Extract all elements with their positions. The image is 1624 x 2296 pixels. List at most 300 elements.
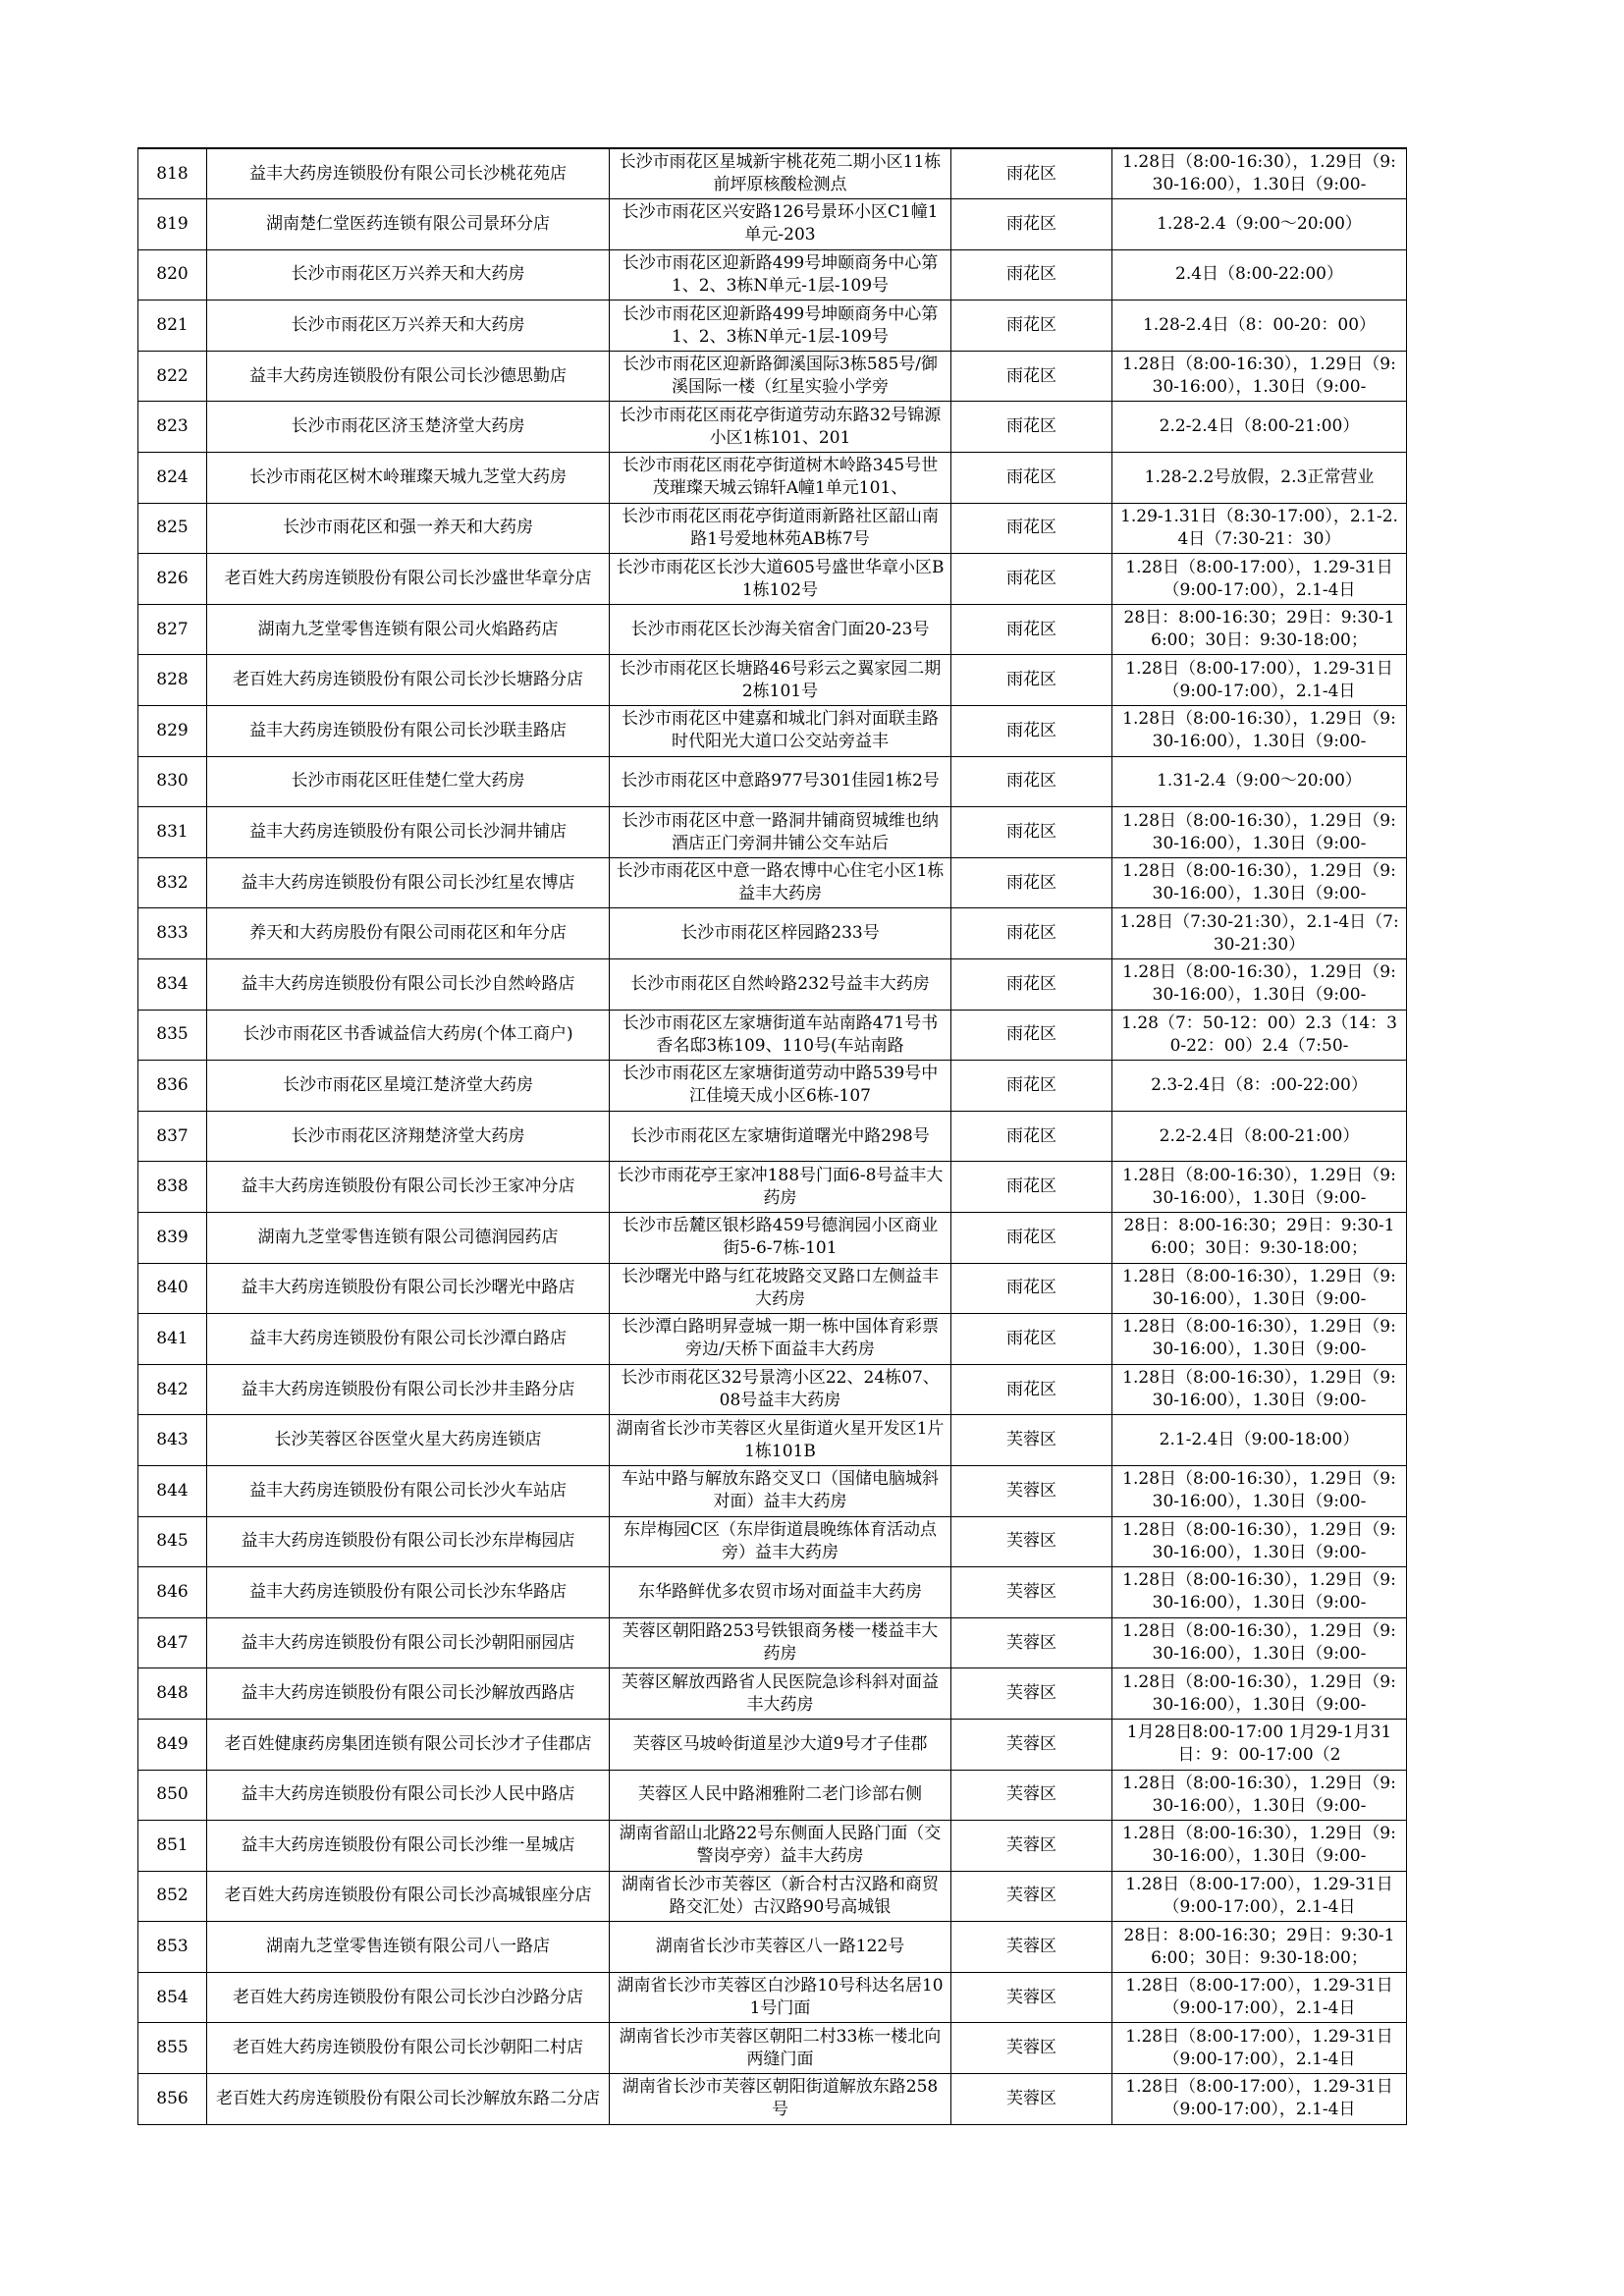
- pharmacy-address: 长沙市雨花区左家塘街道曙光中路298号: [630, 1125, 930, 1146]
- pharmacy-address-cell: [610, 1465, 951, 1516]
- pharmacy-name: 益丰大药房连锁股份有限公司长沙维一星城店: [241, 1834, 575, 1855]
- pharmacy-name: 益丰大药房连锁股份有限公司长沙潭白路店: [249, 1328, 567, 1348]
- row-number: 846: [156, 1581, 189, 1602]
- opening-hours: 1.28日（8:00-16:30），1.29日（9:30-16:00），1.30日（9:00-: [1122, 152, 1396, 195]
- table-row: [138, 908, 1407, 959]
- table-row: [138, 706, 1407, 757]
- district-cell: [951, 959, 1112, 1011]
- pharmacy-address: 芙蓉区人民中路湘雅附二老门诊部右侧: [638, 1784, 922, 1805]
- row-number-cell: [138, 1364, 207, 1415]
- opening-hours-cell: [1112, 402, 1407, 453]
- pharmacy-name-cell: [207, 1972, 610, 2023]
- district-cell: [951, 2023, 1112, 2074]
- row-number: 825: [156, 518, 189, 538]
- pharmacy-name: 益丰大药房连锁股份有限公司长沙井圭路分店: [241, 1379, 575, 1399]
- row-number: 838: [156, 1176, 189, 1197]
- opening-hours: 1.28日（8:00-16:30），1.29日（9:30-16:00），1.30日（9:00-: [1122, 709, 1396, 752]
- district: 雨花区: [1006, 1024, 1056, 1045]
- district-cell: [951, 1821, 1112, 1872]
- district-cell: [951, 1212, 1112, 1263]
- district-cell: [951, 1668, 1112, 1720]
- row-number-cell: [138, 1922, 207, 1973]
- district-cell: [951, 351, 1112, 402]
- pharmacy-name: 老百姓大药房连锁股份有限公司长沙高城银座分店: [224, 1886, 592, 1906]
- pharmacy-name-cell: [207, 503, 610, 554]
- pharmacy-address-cell: [610, 301, 951, 352]
- pharmacy-address: 芙蓉区马坡岭街道星沙大道9号才子佳郡: [632, 1733, 928, 1754]
- district-cell: [951, 1617, 1112, 1668]
- district: 雨花区: [1006, 720, 1056, 740]
- pharmacy-name-cell: [207, 1010, 610, 1061]
- pharmacy-name-cell: [207, 959, 610, 1011]
- row-number: 852: [156, 1886, 189, 1906]
- opening-hours: 1.28日（8:00-17:00），1.29-31日（9:00-17:00），2.1-4日: [1125, 1976, 1393, 2019]
- opening-hours: 28日：8:00-16:30；29日：9:30-16:00；30日：9:30-18:00；: [1123, 608, 1395, 651]
- pharmacy-name: 老百姓大药房连锁股份有限公司长沙盛世华章分店: [224, 569, 592, 589]
- row-number: 840: [156, 1278, 189, 1298]
- pharmacy-name: 长沙市雨花区万兴养天和大药房: [291, 315, 525, 336]
- pharmacy-name: 长沙芙蓉区谷医堂火星大药房连锁店: [274, 1430, 542, 1450]
- pharmacy-name: 益丰大药房连锁股份有限公司长沙东岸梅园店: [241, 1531, 575, 1552]
- table-row: [138, 2023, 1407, 2074]
- row-number-cell: [138, 199, 207, 250]
- district-cell: [951, 655, 1112, 706]
- pharmacy-name-cell: [207, 2074, 610, 2125]
- pharmacy-name-cell: [207, 1516, 610, 1567]
- district-cell: [951, 1263, 1112, 1314]
- pharmacy-address: 长沙市雨花区长沙海关宿舍门面20-23号: [630, 619, 930, 639]
- row-number-cell: [138, 1617, 207, 1668]
- opening-hours-cell: [1112, 1617, 1407, 1668]
- opening-hours: 2.2-2.4日（8:00-21:00）: [1159, 1125, 1360, 1146]
- pharmacy-address-cell: [610, 1719, 951, 1770]
- pharmacy-address-cell: [610, 503, 951, 554]
- pharmacy-name-cell: [207, 453, 610, 504]
- row-number: 828: [156, 670, 189, 690]
- pharmacy-name: 长沙市雨花区万兴养天和大药房: [291, 264, 525, 285]
- row-number-cell: [138, 1314, 207, 1365]
- pharmacy-name-cell: [207, 756, 610, 807]
- row-number: 819: [156, 213, 189, 234]
- table-row: [138, 1871, 1407, 1922]
- pharmacy-address: 长沙市雨花区中建嘉和城北门斜对面联圭路时代阳光大道口公交站旁益丰: [622, 709, 939, 752]
- table-row: [138, 554, 1407, 605]
- pharmacy-name: 益丰大药房连锁股份有限公司长沙德思勤店: [249, 365, 567, 386]
- district-cell: [951, 1516, 1112, 1567]
- pharmacy-address-cell: [610, 655, 951, 706]
- pharmacy-address: 湖南省长沙市芙蓉区（新合村古汉路和商贸路交汇处）古汉路90号高城银: [622, 1874, 939, 1917]
- pharmacy-address-cell: [610, 2023, 951, 2074]
- table-row: [138, 807, 1407, 858]
- pharmacy-name-cell: [207, 1668, 610, 1720]
- opening-hours-cell: [1112, 604, 1407, 655]
- opening-hours: 1.28日（8:00-16:30），1.29日（9:30-16:00），1.30日（9:00-: [1122, 1317, 1396, 1360]
- row-number: 849: [156, 1733, 189, 1754]
- opening-hours-cell: [1112, 908, 1407, 959]
- district-cell: [951, 1719, 1112, 1770]
- opening-hours: 1.28日（8:00-16:30），1.29日（9:30-16:00），1.30日（9:00-: [1122, 1266, 1396, 1309]
- row-number-cell: [138, 908, 207, 959]
- opening-hours: 1.28日（8:00-16:30），1.29日（9:30-16:00），1.30日（9:00-: [1122, 1671, 1396, 1715]
- pharmacy-address-cell: [610, 1212, 951, 1263]
- table-row: [138, 1770, 1407, 1821]
- pharmacy-address-cell: [610, 199, 951, 250]
- district-cell: [951, 554, 1112, 605]
- table-row: [138, 756, 1407, 807]
- opening-hours-cell: [1112, 1314, 1407, 1365]
- pharmacy-address: 长沙市雨花区左家塘街道车站南路471号书香名邸3栋109、110号(车站南路: [622, 1012, 939, 1056]
- pharmacy-name: 益丰大药房连锁股份有限公司长沙联圭路店: [249, 720, 567, 740]
- opening-hours-cell: [1112, 453, 1407, 504]
- row-number: 823: [156, 416, 189, 437]
- district-cell: [951, 1770, 1112, 1821]
- pharmacy-address-cell: [610, 1314, 951, 1365]
- opening-hours: 28日：8:00-16:30；29日：9:30-16:00；30日：9:30-18:00；: [1123, 1216, 1395, 1259]
- table-row: [138, 249, 1407, 301]
- pharmacy-address: 湖南省长沙市芙蓉区白沙路10号科达名居101号门面: [617, 1976, 944, 2019]
- pharmacy-name-cell: [207, 706, 610, 757]
- pharmacy-name-cell: [207, 1821, 610, 1872]
- table-row: [138, 1516, 1407, 1567]
- opening-hours-cell: [1112, 301, 1407, 352]
- district-cell: [951, 402, 1112, 453]
- row-number-cell: [138, 249, 207, 301]
- table-row: [138, 959, 1407, 1011]
- table-row: [138, 1617, 1407, 1668]
- district-cell: [951, 453, 1112, 504]
- opening-hours: 1.28日（8:00-16:30），1.29日（9:30-16:00），1.30日（9:00-: [1122, 962, 1396, 1006]
- pharmacy-address-cell: [610, 148, 951, 199]
- row-number-cell: [138, 402, 207, 453]
- opening-hours: 1.28日（8:00-16:30），1.29日（9:30-16:00），1.30日（9:00-: [1122, 810, 1396, 853]
- pharmacy-address: 湖南省长沙市芙蓉区朝阳街道解放东路258号: [622, 2077, 939, 2120]
- table-row: [138, 453, 1407, 504]
- pharmacy-name-cell: [207, 807, 610, 858]
- row-number-cell: [138, 503, 207, 554]
- pharmacy-address-cell: [610, 1617, 951, 1668]
- table-row: [138, 503, 1407, 554]
- pharmacy-address-cell: [610, 1364, 951, 1415]
- pharmacy-name-cell: [207, 1061, 610, 1112]
- district-cell: [951, 249, 1112, 301]
- pharmacy-name: 长沙市雨花区星境江楚济堂大药房: [283, 1074, 533, 1095]
- pharmacy-address: 东岸梅园C区（东岸街道晨晚练体育活动点旁）益丰大药房: [623, 1519, 937, 1562]
- table-row: [138, 1719, 1407, 1770]
- district-cell: [951, 604, 1112, 655]
- row-number: 836: [156, 1074, 189, 1095]
- table-body: [138, 148, 1407, 2124]
- district: 雨花区: [1006, 670, 1056, 690]
- opening-hours: 1.28日（8:00-16:30），1.29日（9:30-16:00），1.30日（9:00-: [1122, 1519, 1396, 1562]
- pharmacy-name: 益丰大药房连锁股份有限公司长沙人民中路店: [241, 1784, 575, 1805]
- district: 雨花区: [1006, 264, 1056, 285]
- pharmacy-name: 长沙市雨花区旺佳楚仁堂大药房: [291, 771, 525, 792]
- pharmacy-address: 长沙市雨花区自然岭路232号益丰大药房: [630, 973, 930, 994]
- district: 雨花区: [1006, 213, 1056, 234]
- pharmacy-name-cell: [207, 351, 610, 402]
- pharmacy-address-cell: [610, 1821, 951, 1872]
- district: 芙蓉区: [1006, 1733, 1056, 1754]
- table-row: [138, 1972, 1407, 2023]
- pharmacy-address: 长沙市雨花区中意路977号301佳园1栋2号: [621, 771, 940, 792]
- opening-hours-cell: [1112, 807, 1407, 858]
- pharmacy-address-cell: [610, 1922, 951, 1973]
- pharmacy-name: 湖南九芝堂零售连锁有限公司八一路店: [266, 1937, 550, 1957]
- pharmacy-address: 长沙市雨花区雨花亭街道树木岭路345号世茂璀璨天城云锦轩A幢1单元101、: [622, 456, 939, 499]
- row-number: 844: [156, 1480, 189, 1501]
- opening-hours-cell: [1112, 1111, 1407, 1162]
- row-number: 842: [156, 1379, 189, 1399]
- pharmacy-name: 老百姓大药房连锁股份有限公司长沙朝阳二村店: [233, 2038, 583, 2058]
- district: 芙蓉区: [1006, 2088, 1056, 2108]
- pharmacy-name: 益丰大药房连锁股份有限公司长沙王家冲分店: [241, 1176, 575, 1197]
- pharmacy-address: 芙蓉区朝阳路253号铁银商务楼一楼益丰大药房: [622, 1621, 939, 1665]
- district: 雨花区: [1006, 1176, 1056, 1197]
- pharmacy-address-cell: [610, 908, 951, 959]
- row-number: 856: [156, 2088, 189, 2108]
- pharmacy-name-cell: [207, 604, 610, 655]
- district: 芙蓉区: [1006, 1834, 1056, 1855]
- row-number-cell: [138, 1668, 207, 1720]
- table-row: [138, 1061, 1407, 1112]
- table-row: [138, 1314, 1407, 1365]
- pharmacy-address-cell: [610, 1263, 951, 1314]
- district: 雨花区: [1006, 466, 1056, 487]
- pharmacy-address: 长沙市雨花区中意一路洞井铺商贸城维也纳酒店正门旁洞井铺公交车站后: [622, 810, 939, 853]
- row-number-cell: [138, 1821, 207, 1872]
- pharmacy-name: 益丰大药房连锁股份有限公司长沙解放西路店: [241, 1683, 575, 1704]
- table-row: [138, 1821, 1407, 1872]
- opening-hours-cell: [1112, 1821, 1407, 1872]
- district-cell: [951, 2074, 1112, 2125]
- row-number-cell: [138, 1212, 207, 1263]
- pharmacy-address: 车站中路与解放东路交叉口（国储电脑城斜对面）益丰大药房: [622, 1469, 939, 1512]
- pharmacy-name-cell: [207, 1415, 610, 1466]
- district-cell: [951, 1415, 1112, 1466]
- pharmacy-address: 长沙市雨花区迎新路御溪国际3栋585号/御溪国际一楼（红星实验小学旁: [623, 355, 938, 398]
- opening-hours-cell: [1112, 503, 1407, 554]
- row-number-cell: [138, 351, 207, 402]
- pharmacy-address: 湖南省长沙市芙蓉区火星街道火星开发区1片1栋101B: [616, 1418, 945, 1461]
- district: 芙蓉区: [1006, 1683, 1056, 1704]
- district-cell: [951, 1567, 1112, 1618]
- row-number: 854: [156, 1987, 189, 2007]
- row-number: 855: [156, 2038, 189, 2058]
- table-row: [138, 1212, 1407, 1263]
- row-number-cell: [138, 1871, 207, 1922]
- pharmacy-address-cell: [610, 1010, 951, 1061]
- table-row: [138, 199, 1407, 250]
- opening-hours-cell: [1112, 706, 1407, 757]
- row-number: 837: [156, 1125, 189, 1146]
- pharmacy-address: 长沙市雨花区星城新宇桃花苑二期小区11栋前坪原核酸检测点: [619, 152, 942, 195]
- pharmacy-name: 长沙市雨花区济翔楚济堂大药房: [291, 1125, 525, 1146]
- pharmacy-name-cell: [207, 1212, 610, 1263]
- table-row: [138, 301, 1407, 352]
- pharmacy-address-cell: [610, 604, 951, 655]
- pharmacy-name-cell: [207, 1162, 610, 1213]
- row-number-cell: [138, 857, 207, 908]
- pharmacy-name: 益丰大药房连锁股份有限公司长沙火车站店: [249, 1480, 567, 1501]
- opening-hours-cell: [1112, 554, 1407, 605]
- pharmacy-address-cell: [610, 1516, 951, 1567]
- table-row: [138, 1922, 1407, 1973]
- district-cell: [951, 756, 1112, 807]
- pharmacy-address: 长沙市雨花区32号景湾小区22、24栋07、08号益丰大药房: [621, 1368, 940, 1411]
- row-number: 833: [156, 923, 189, 944]
- pharmacy-address-cell: [610, 1162, 951, 1213]
- opening-hours-cell: [1112, 1010, 1407, 1061]
- row-number: 831: [156, 822, 189, 843]
- pharmacy-name-cell: [207, 655, 610, 706]
- district-cell: [951, 908, 1112, 959]
- pharmacy-address-cell: [610, 402, 951, 453]
- opening-hours-cell: [1112, 1415, 1407, 1466]
- opening-hours-cell: [1112, 1465, 1407, 1516]
- pharmacy-address: 湖南省长沙市芙蓉区朝阳二村33栋一楼北向两缝门面: [619, 2026, 942, 2069]
- row-number: 853: [156, 1937, 189, 1957]
- opening-hours-cell: [1112, 959, 1407, 1011]
- opening-hours-cell: [1112, 148, 1407, 199]
- opening-hours: 1.28日（8:00-16:30），1.29日（9:30-16:00），1.30日（9:00-: [1122, 1165, 1396, 1208]
- opening-hours-cell: [1112, 1871, 1407, 1922]
- district: 芙蓉区: [1006, 1430, 1056, 1450]
- district: 雨花区: [1006, 1125, 1056, 1146]
- pharmacy-address: 长沙市雨花区长沙大道605号盛世华章小区B1栋102号: [616, 557, 945, 600]
- opening-hours: 1.28日（8:00-17:00），1.29-31日（9:00-17:00），2.1-4日: [1125, 1874, 1393, 1917]
- row-number: 822: [156, 365, 189, 386]
- pharmacy-name-cell: [207, 2023, 610, 2074]
- row-number: 826: [156, 569, 189, 589]
- opening-hours: 2.1-2.4日（9:00-18:00）: [1159, 1430, 1360, 1450]
- pharmacy-name: 益丰大药房连锁股份有限公司长沙东华路店: [249, 1581, 567, 1602]
- district: 雨花区: [1006, 1278, 1056, 1298]
- pharmacy-name: 益丰大药房连锁股份有限公司长沙自然岭路店: [241, 973, 575, 994]
- row-number-cell: [138, 807, 207, 858]
- row-number: 845: [156, 1531, 189, 1552]
- pharmacy-address-cell: [610, 959, 951, 1011]
- district: 雨花区: [1006, 1328, 1056, 1348]
- opening-hours-cell: [1112, 1972, 1407, 2023]
- district: 芙蓉区: [1006, 1784, 1056, 1805]
- row-number-cell: [138, 1010, 207, 1061]
- pharmacy-address-cell: [610, 1871, 951, 1922]
- district: 芙蓉区: [1006, 1987, 1056, 2007]
- row-number-cell: [138, 554, 207, 605]
- pharmacy-address: 长沙市雨花区迎新路499号坤颐商务中心第1、2、3栋N单元-1层-109号: [622, 252, 939, 296]
- opening-hours-cell: [1112, 1922, 1407, 1973]
- row-number: 820: [156, 264, 189, 285]
- district-cell: [951, 706, 1112, 757]
- row-number-cell: [138, 148, 207, 199]
- district: 雨花区: [1006, 416, 1056, 437]
- pharmacy-address: 长沙市雨花区长塘路46号彩云之翼家园二期2栋101号: [619, 658, 942, 701]
- pharmacy-name: 益丰大药房连锁股份有限公司长沙曙光中路店: [241, 1278, 575, 1298]
- pharmacy-name-cell: [207, 908, 610, 959]
- table-row: [138, 1668, 1407, 1720]
- pharmacy-name: 老百姓大药房连锁股份有限公司长沙解放东路二分店: [216, 2088, 600, 2108]
- pharmacy-address: 长沙曙光中路与红花坡路交叉路口左侧益丰大药房: [622, 1266, 939, 1309]
- row-number-cell: [138, 1516, 207, 1567]
- row-number: 841: [156, 1328, 189, 1348]
- opening-hours-cell: [1112, 1567, 1407, 1618]
- row-number: 847: [156, 1632, 189, 1653]
- district: 雨花区: [1006, 518, 1056, 538]
- pharmacy-address: 长沙市雨花区雨花亭街道雨新路社区韶山南路1号爱地林苑AB栋7号: [622, 506, 939, 549]
- opening-hours-cell: [1112, 1770, 1407, 1821]
- row-number-cell: [138, 756, 207, 807]
- row-number: 848: [156, 1683, 189, 1704]
- pharmacy-address-cell: [610, 857, 951, 908]
- pharmacy-name-cell: [207, 554, 610, 605]
- row-number-cell: [138, 301, 207, 352]
- row-number-cell: [138, 959, 207, 1011]
- table-row: [138, 1465, 1407, 1516]
- table-row: [138, 402, 1407, 453]
- pharmacy-address-cell: [610, 351, 951, 402]
- row-number-cell: [138, 453, 207, 504]
- pharmacy-name-cell: [207, 199, 610, 250]
- pharmacy-name-cell: [207, 1617, 610, 1668]
- district: 雨花区: [1006, 315, 1056, 336]
- pharmacy-address-cell: [610, 706, 951, 757]
- pharmacy-address: 湖南省韶山北路22号东侧面人民路门面（交警岗亭旁）益丰大药房: [619, 1824, 942, 1867]
- district: 雨花区: [1006, 1227, 1056, 1247]
- table-row: [138, 655, 1407, 706]
- pharmacy-name-cell: [207, 1364, 610, 1415]
- row-number: 827: [156, 619, 189, 639]
- row-number-cell: [138, 1972, 207, 2023]
- opening-hours: 1.28日（8:00-16:30），1.29日（9:30-16:00），1.30日（9:00-: [1122, 1621, 1396, 1665]
- district: 芙蓉区: [1006, 1531, 1056, 1552]
- opening-hours-cell: [1112, 1668, 1407, 1720]
- pharmacy-address: 长沙市雨花区迎新路499号坤颐商务中心第1、2、3栋N单元-1层-109号: [622, 303, 939, 347]
- row-number-cell: [138, 1162, 207, 1213]
- row-number: 829: [156, 720, 189, 740]
- pharmacy-address-cell: [610, 1111, 951, 1162]
- pharmacy-address: 长沙市岳麓区银杉路459号德润园小区商业街5-6-7栋-101: [622, 1216, 939, 1259]
- row-number-cell: [138, 706, 207, 757]
- district: 芙蓉区: [1006, 1480, 1056, 1501]
- opening-hours: 1.28日（8:00-16:30），1.29日（9:30-16:00），1.30日（9:00-: [1122, 355, 1396, 398]
- pharmacy-name: 老百姓大药房连锁股份有限公司长沙长塘路分店: [233, 670, 583, 690]
- pharmacy-address-cell: [610, 1668, 951, 1720]
- pharmacy-address-cell: [610, 756, 951, 807]
- row-number-cell: [138, 604, 207, 655]
- opening-hours-cell: [1112, 1516, 1407, 1567]
- district: 雨花区: [1006, 822, 1056, 843]
- opening-hours: 1.28日（7:30-21:30），2.1-4日（7:30-21:30）: [1119, 911, 1399, 955]
- pharmacy-address-cell: [610, 1061, 951, 1112]
- district-cell: [951, 1364, 1112, 1415]
- pharmacy-address-cell: [610, 554, 951, 605]
- district-cell: [951, 1922, 1112, 1973]
- row-number: 834: [156, 973, 189, 994]
- district-cell: [951, 503, 1112, 554]
- opening-hours-cell: [1112, 857, 1407, 908]
- district-cell: [951, 1111, 1112, 1162]
- table-row: [138, 148, 1407, 199]
- pharmacy-address: 长沙市雨花亭王家冲188号门面6-8号益丰大药房: [617, 1165, 944, 1208]
- opening-hours-cell: [1112, 2074, 1407, 2125]
- district: 雨花区: [1006, 163, 1056, 184]
- district-cell: [951, 1871, 1112, 1922]
- district-cell: [951, 1314, 1112, 1365]
- opening-hours: 1.28日（8:00-16:30），1.29日（9:30-16:00），1.30日（9:00-: [1122, 1469, 1396, 1512]
- row-number: 824: [156, 466, 189, 487]
- pharmacy-name-cell: [207, 1567, 610, 1618]
- pharmacy-name: 老百姓大药房连锁股份有限公司长沙白沙路分店: [233, 1987, 583, 2007]
